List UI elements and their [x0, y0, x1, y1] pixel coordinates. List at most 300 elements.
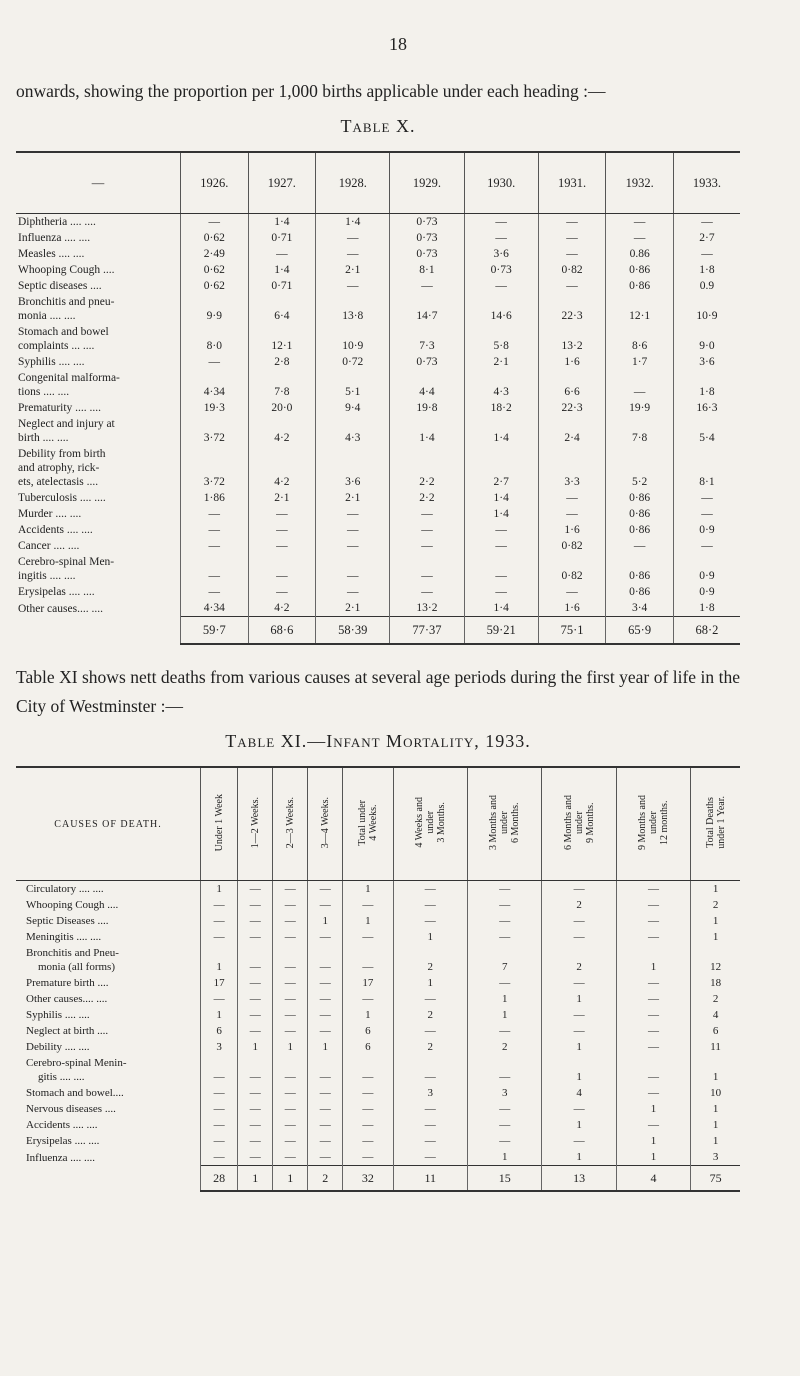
row-cause-label: Bronchitis and Pneu- monia (all forms)	[26, 947, 119, 973]
table-cell: 3	[467, 1085, 541, 1101]
row-cause-label: Septic diseases ....	[18, 280, 102, 292]
table-cell: 7·3	[390, 324, 464, 354]
table-cell: —	[467, 913, 541, 929]
table-cell: 1	[616, 1149, 690, 1166]
table-cell: —	[308, 945, 343, 975]
table-cell: —	[308, 881, 343, 898]
row-cause-label: Prematurity .... ....	[18, 402, 102, 414]
table-cell: 0·62	[181, 230, 249, 246]
table-cell: 1	[542, 1149, 616, 1166]
table-cell: 8·6	[606, 324, 674, 354]
table-cell: 9·9	[181, 294, 249, 324]
column-header: 1927.	[248, 152, 316, 214]
table-cell: 1·4	[464, 416, 538, 446]
table-cell: 1	[542, 1055, 616, 1085]
table-cell: 1	[691, 913, 740, 929]
table-cell: —	[616, 991, 690, 1007]
table-cell: 1·8	[673, 600, 740, 617]
table-row	[16, 230, 740, 246]
table-row	[16, 294, 740, 324]
column-header	[542, 767, 616, 881]
page-number: 18	[389, 34, 407, 54]
table-row	[16, 538, 740, 554]
column-header: 1930.	[464, 152, 538, 214]
table-cell: —	[308, 1023, 343, 1039]
table-cell: 14·7	[390, 294, 464, 324]
table-cell: —	[542, 1007, 616, 1023]
table-cell: 2·1	[248, 490, 316, 506]
table-cell: —	[181, 506, 249, 522]
table-cell: —	[467, 1055, 541, 1085]
totals-row	[16, 617, 740, 645]
table-cell: —	[273, 1085, 308, 1101]
table-cell: 2	[542, 897, 616, 913]
table-cell: 4·2	[248, 600, 316, 617]
table-cell: 1	[616, 945, 690, 975]
row-cause-label: Diphtheria .... ....	[18, 216, 96, 228]
table-row	[16, 1133, 740, 1149]
table-cell: 0·86	[606, 262, 674, 278]
table-row	[16, 1007, 740, 1023]
column-header	[691, 767, 740, 881]
table-cell: 5·1	[316, 370, 390, 400]
table-cell: —	[238, 975, 273, 991]
table-row	[16, 1149, 740, 1166]
table-cell: —	[248, 522, 316, 538]
row-cause-label: Syphilis .... ....	[18, 356, 85, 368]
table-xi-header-row	[16, 767, 740, 881]
column-header: —	[16, 152, 181, 214]
table-cell: 19·3	[181, 400, 249, 416]
row-cause-label: Debility from birth and atrophy, rick- ets, atelectasis ....	[18, 448, 106, 488]
table-cell: —	[673, 538, 740, 554]
table-row	[16, 554, 740, 584]
total-cell: 58·39	[316, 617, 390, 645]
table-cell: —	[201, 929, 238, 945]
table-cell: 19·8	[390, 400, 464, 416]
table-row	[16, 490, 740, 506]
table-cell: 4	[691, 1007, 740, 1023]
table-cell: 4·3	[316, 416, 390, 446]
table-cell: —	[181, 554, 249, 584]
table-cell: —	[201, 1117, 238, 1133]
table-row	[16, 278, 740, 294]
row-cause-label: Premature birth ....	[26, 977, 109, 989]
table-cell: 0·9	[673, 554, 740, 584]
table-cell: 1·4	[248, 262, 316, 278]
row-cause-label: Cerebro-spinal Men- ingitis .... ....	[18, 556, 115, 582]
table-cell: —	[343, 897, 393, 913]
table-cell: —	[616, 929, 690, 945]
table-xi-title: Table XI.—Infant Mortality, 1933.	[225, 731, 531, 751]
table-row	[16, 991, 740, 1007]
table-cell: 1·86	[181, 490, 249, 506]
table-cell: —	[273, 991, 308, 1007]
table-cell: 1	[542, 1039, 616, 1055]
table-cell: —	[308, 1101, 343, 1117]
table-cell: —	[238, 1149, 273, 1166]
column-header: 1931.	[538, 152, 606, 214]
table-x-header-row	[16, 152, 740, 214]
table-cell: —	[464, 214, 538, 231]
table-cell: 2·1	[316, 262, 390, 278]
table-cell: 0.86	[606, 246, 674, 262]
row-cause-label: Whooping Cough ....	[18, 264, 115, 276]
column-header-label: Total under 4 Weeks.	[356, 799, 379, 846]
table-row	[16, 354, 740, 370]
column-header: 1929.	[390, 152, 464, 214]
table-row	[16, 975, 740, 991]
table-cell: —	[273, 1023, 308, 1039]
table-cell: —	[308, 929, 343, 945]
table-cell: —	[308, 1055, 343, 1085]
table-cell: 0·71	[248, 278, 316, 294]
table-cell: —	[316, 278, 390, 294]
table-cell: —	[393, 1117, 467, 1133]
table-cell: —	[467, 1101, 541, 1117]
table-cell: 2·2	[390, 490, 464, 506]
table-cell: 1	[308, 913, 343, 929]
table-cell: —	[393, 897, 467, 913]
table-cell: 1	[393, 929, 467, 945]
table-cell: 0·86	[606, 584, 674, 600]
table-row	[16, 1117, 740, 1133]
table-cell: —	[343, 1055, 393, 1085]
total-cell: 32	[343, 1166, 393, 1192]
table-cell: —	[538, 278, 606, 294]
table-row	[16, 881, 740, 898]
table-cell: 4·2	[248, 446, 316, 490]
table-row	[16, 416, 740, 446]
table-cell: —	[273, 913, 308, 929]
table-cell: —	[201, 1085, 238, 1101]
table-cell: —	[464, 278, 538, 294]
table-cell: 1	[691, 1055, 740, 1085]
table-cell: —	[393, 1149, 467, 1166]
table-cell: —	[248, 538, 316, 554]
row-cause-label: Neglect and injury at birth .... ....	[18, 418, 115, 444]
table-cell: 1·7	[606, 354, 674, 370]
table-cell: —	[673, 214, 740, 231]
table-cell: —	[393, 913, 467, 929]
table-row	[16, 446, 740, 490]
table-cell: 6	[343, 1039, 393, 1055]
table-cell: —	[538, 230, 606, 246]
totals-row	[16, 1166, 740, 1192]
column-header-label: 4 Weeks and under 3 Months.	[413, 797, 447, 848]
table-cell: 10·9	[673, 294, 740, 324]
total-cell: 59·21	[464, 617, 538, 645]
table-cell: 0·86	[606, 522, 674, 538]
table-row	[16, 1101, 740, 1117]
table-cell: 13·8	[316, 294, 390, 324]
table-cell: 0·82	[538, 538, 606, 554]
table-cell: —	[248, 246, 316, 262]
table-cell: —	[467, 1023, 541, 1039]
table-row	[16, 584, 740, 600]
total-cell: 4	[616, 1166, 690, 1192]
table-cell: —	[393, 991, 467, 1007]
table-cell: —	[542, 1023, 616, 1039]
table-cell: —	[393, 1101, 467, 1117]
table-cell: —	[181, 538, 249, 554]
table-row	[16, 324, 740, 354]
table-cell: —	[316, 554, 390, 584]
table-cell: 0·86	[606, 506, 674, 522]
table-row	[16, 897, 740, 913]
table-cell: —	[201, 1055, 238, 1085]
table-cell: 6	[201, 1023, 238, 1039]
table-cell: 3·6	[464, 246, 538, 262]
table-row	[16, 214, 740, 231]
column-header	[467, 767, 541, 881]
table-cell: —	[467, 975, 541, 991]
column-header: CAUSES OF DEATH.	[16, 767, 201, 881]
column-header: 1933.	[673, 152, 740, 214]
table-cell: —	[273, 1133, 308, 1149]
table-cell: —	[201, 913, 238, 929]
table-cell: 1·4	[390, 416, 464, 446]
column-header-label: Total Deaths under 1 Year.	[704, 796, 727, 849]
table-cell: 1	[343, 1007, 393, 1023]
table-cell: 5·8	[464, 324, 538, 354]
table-cell: 0·86	[606, 554, 674, 584]
total-cell: 28	[201, 1166, 238, 1192]
total-cell: 13	[542, 1166, 616, 1192]
table-cell: 12	[691, 945, 740, 975]
table-cell: 2	[393, 945, 467, 975]
table-cell: —	[316, 246, 390, 262]
table-cell: —	[316, 506, 390, 522]
table-cell: 1	[691, 929, 740, 945]
row-cause-label: Influenza .... ....	[26, 1151, 96, 1164]
total-cell: 15	[467, 1166, 541, 1192]
table-cell: 7·8	[248, 370, 316, 400]
row-cause-label: Neglect at birth ....	[26, 1025, 109, 1037]
table-cell: 0·86	[606, 490, 674, 506]
table-cell: 0.9	[673, 278, 740, 294]
table-cell: —	[467, 897, 541, 913]
table-cell: —	[238, 945, 273, 975]
table-cell: —	[538, 214, 606, 231]
table-cell: —	[273, 1007, 308, 1023]
table-cell: —	[673, 506, 740, 522]
table-cell: —	[201, 897, 238, 913]
table-cell: 2	[467, 1039, 541, 1055]
total-cell: 77·37	[390, 617, 464, 645]
table-cell: 1·4	[316, 214, 390, 231]
table-cell: 4·34	[181, 370, 249, 400]
column-header-label: 2—3 Weeks.	[284, 796, 296, 849]
table-cell: —	[238, 1085, 273, 1101]
table-cell: 5·2	[606, 446, 674, 490]
row-cause-label: Measles .... ....	[18, 248, 85, 260]
table-cell: —	[616, 1055, 690, 1085]
table-cell: 6·4	[248, 294, 316, 324]
row-cause-label: Accidents .... ....	[26, 1119, 98, 1131]
row-cause-label: Murder .... ....	[18, 508, 82, 520]
table-cell: —	[606, 370, 674, 400]
table-cell: —	[201, 1101, 238, 1117]
table-cell: —	[390, 506, 464, 522]
table-cell: 3·4	[606, 600, 674, 617]
table-cell: —	[343, 1133, 393, 1149]
table-cell: 2·7	[673, 230, 740, 246]
table-cell: —	[273, 1101, 308, 1117]
table-cell: —	[464, 538, 538, 554]
table-cell: —	[616, 1023, 690, 1039]
table-cell: 19·9	[606, 400, 674, 416]
table-cell: —	[248, 584, 316, 600]
table-cell: 8·1	[673, 446, 740, 490]
table-cell: 0·62	[181, 278, 249, 294]
table-cell: 0·73	[390, 214, 464, 231]
table-cell: 2·7	[464, 446, 538, 490]
table-cell: —	[467, 1117, 541, 1133]
table-cell: —	[201, 991, 238, 1007]
table-cell: —	[467, 1133, 541, 1149]
table-cell: 3	[393, 1085, 467, 1101]
total-cell: 59·7	[181, 617, 249, 645]
table-cell: 5·4	[673, 416, 740, 446]
table-cell: 4	[542, 1085, 616, 1101]
table-cell: —	[308, 1085, 343, 1101]
table-cell: —	[673, 246, 740, 262]
table-cell: —	[390, 522, 464, 538]
row-cause-label: Circulatory .... ....	[26, 883, 104, 895]
table-cell: 3·72	[181, 416, 249, 446]
table-cell: —	[181, 354, 249, 370]
table-cell: —	[538, 490, 606, 506]
table-cell: 6	[343, 1023, 393, 1039]
table-cell: —	[316, 522, 390, 538]
table-cell: 3·3	[538, 446, 606, 490]
table-cell: —	[673, 490, 740, 506]
table-cell: —	[201, 1133, 238, 1149]
table-cell: 12·1	[606, 294, 674, 324]
row-cause-label: Meningitis .... ....	[26, 931, 102, 943]
table-row	[16, 246, 740, 262]
row-cause-label: Erysipelas .... ....	[18, 586, 95, 598]
table-cell: —	[308, 1117, 343, 1133]
table-cell: 1·4	[464, 600, 538, 617]
table-cell: —	[273, 975, 308, 991]
table-cell: 14·6	[464, 294, 538, 324]
total-cell: 11	[393, 1166, 467, 1192]
table-cell: 2	[691, 991, 740, 1007]
table-cell: 0·73	[390, 354, 464, 370]
table-cell: —	[606, 230, 674, 246]
row-cause-label: Erysipelas .... ....	[26, 1135, 100, 1147]
table-cell: —	[343, 1149, 393, 1166]
column-header	[343, 767, 393, 881]
row-cause-label: Nervous diseases ....	[26, 1103, 116, 1115]
row-cause-label: Other causes.... ....	[26, 993, 108, 1005]
table-cell: —	[538, 584, 606, 600]
table-cell: —	[464, 522, 538, 538]
table-row	[16, 913, 740, 929]
table-cell: —	[181, 214, 249, 231]
table-cell: —	[316, 584, 390, 600]
row-cause-label: Accidents .... ....	[18, 524, 93, 536]
table-cell: 1	[273, 1039, 308, 1055]
table-row	[16, 400, 740, 416]
table-cell: —	[238, 1007, 273, 1023]
table-cell: —	[616, 1007, 690, 1023]
total-cell: 65·9	[606, 617, 674, 645]
column-header-label: 3—4 Weeks.	[319, 796, 331, 849]
table-row	[16, 370, 740, 400]
total-cell: 75	[691, 1166, 740, 1192]
table-cell: —	[464, 230, 538, 246]
intro-paragraph: onwards, showing the proportion per 1,000 births applicable under each heading :—	[16, 81, 606, 101]
table-cell: 4·34	[181, 600, 249, 617]
column-header-label: 9 Months and under 12 months.	[637, 795, 670, 850]
table-cell: 0·73	[464, 262, 538, 278]
table-cell: —	[464, 584, 538, 600]
table-cell: —	[606, 538, 674, 554]
table-cell: 7·8	[606, 416, 674, 446]
table-cell: —	[343, 1117, 393, 1133]
row-cause-label: Stomach and bowel complaints ... ....	[18, 326, 109, 352]
table-cell: 2·49	[181, 246, 249, 262]
table-cell: 8·0	[181, 324, 249, 354]
table-cell: 1	[201, 945, 238, 975]
table-cell: —	[343, 1085, 393, 1101]
table-cell: 1	[691, 1133, 740, 1149]
table-cell: —	[616, 975, 690, 991]
table-cell: 6	[691, 1023, 740, 1039]
table-cell: 1	[201, 1007, 238, 1023]
table-cell: 1	[542, 1117, 616, 1133]
table-cell: 1	[393, 975, 467, 991]
row-cause-label: Bronchitis and pneu- monia .... ....	[18, 296, 115, 322]
table-cell: 1·6	[538, 600, 606, 617]
table-cell: —	[248, 554, 316, 584]
table-cell: 0·73	[390, 246, 464, 262]
table-cell: —	[316, 230, 390, 246]
column-header-label: Under 1 Week	[213, 793, 225, 852]
table-cell: —	[201, 1149, 238, 1166]
column-header: 1926.	[181, 152, 249, 214]
table-cell: —	[538, 506, 606, 522]
table-cell: —	[273, 929, 308, 945]
table-cell: 18	[691, 975, 740, 991]
table-cell: 17	[201, 975, 238, 991]
table-cell: —	[273, 945, 308, 975]
table-cell: —	[273, 897, 308, 913]
table-cell: —	[273, 1149, 308, 1166]
table-cell: —	[343, 945, 393, 975]
total-cell: 2	[308, 1166, 343, 1192]
table-cell: 3	[201, 1039, 238, 1055]
row-cause-label: Influenza .... ....	[18, 232, 91, 244]
table-row	[16, 506, 740, 522]
table-cell: 10·9	[316, 324, 390, 354]
table-cell: —	[393, 1133, 467, 1149]
row-cause-label: Septic Diseases ....	[26, 915, 109, 927]
table-cell: 0·73	[390, 230, 464, 246]
table-cell: —	[238, 1117, 273, 1133]
table-cell: —	[308, 897, 343, 913]
table-cell: —	[542, 913, 616, 929]
table-cell: —	[238, 1023, 273, 1039]
column-header-label: 6 Months and under 9 Months.	[562, 795, 596, 850]
table-cell: 0·62	[181, 262, 249, 278]
table-row	[16, 1039, 740, 1055]
table-cell: 1	[467, 991, 541, 1007]
table-cell: 3·6	[673, 354, 740, 370]
